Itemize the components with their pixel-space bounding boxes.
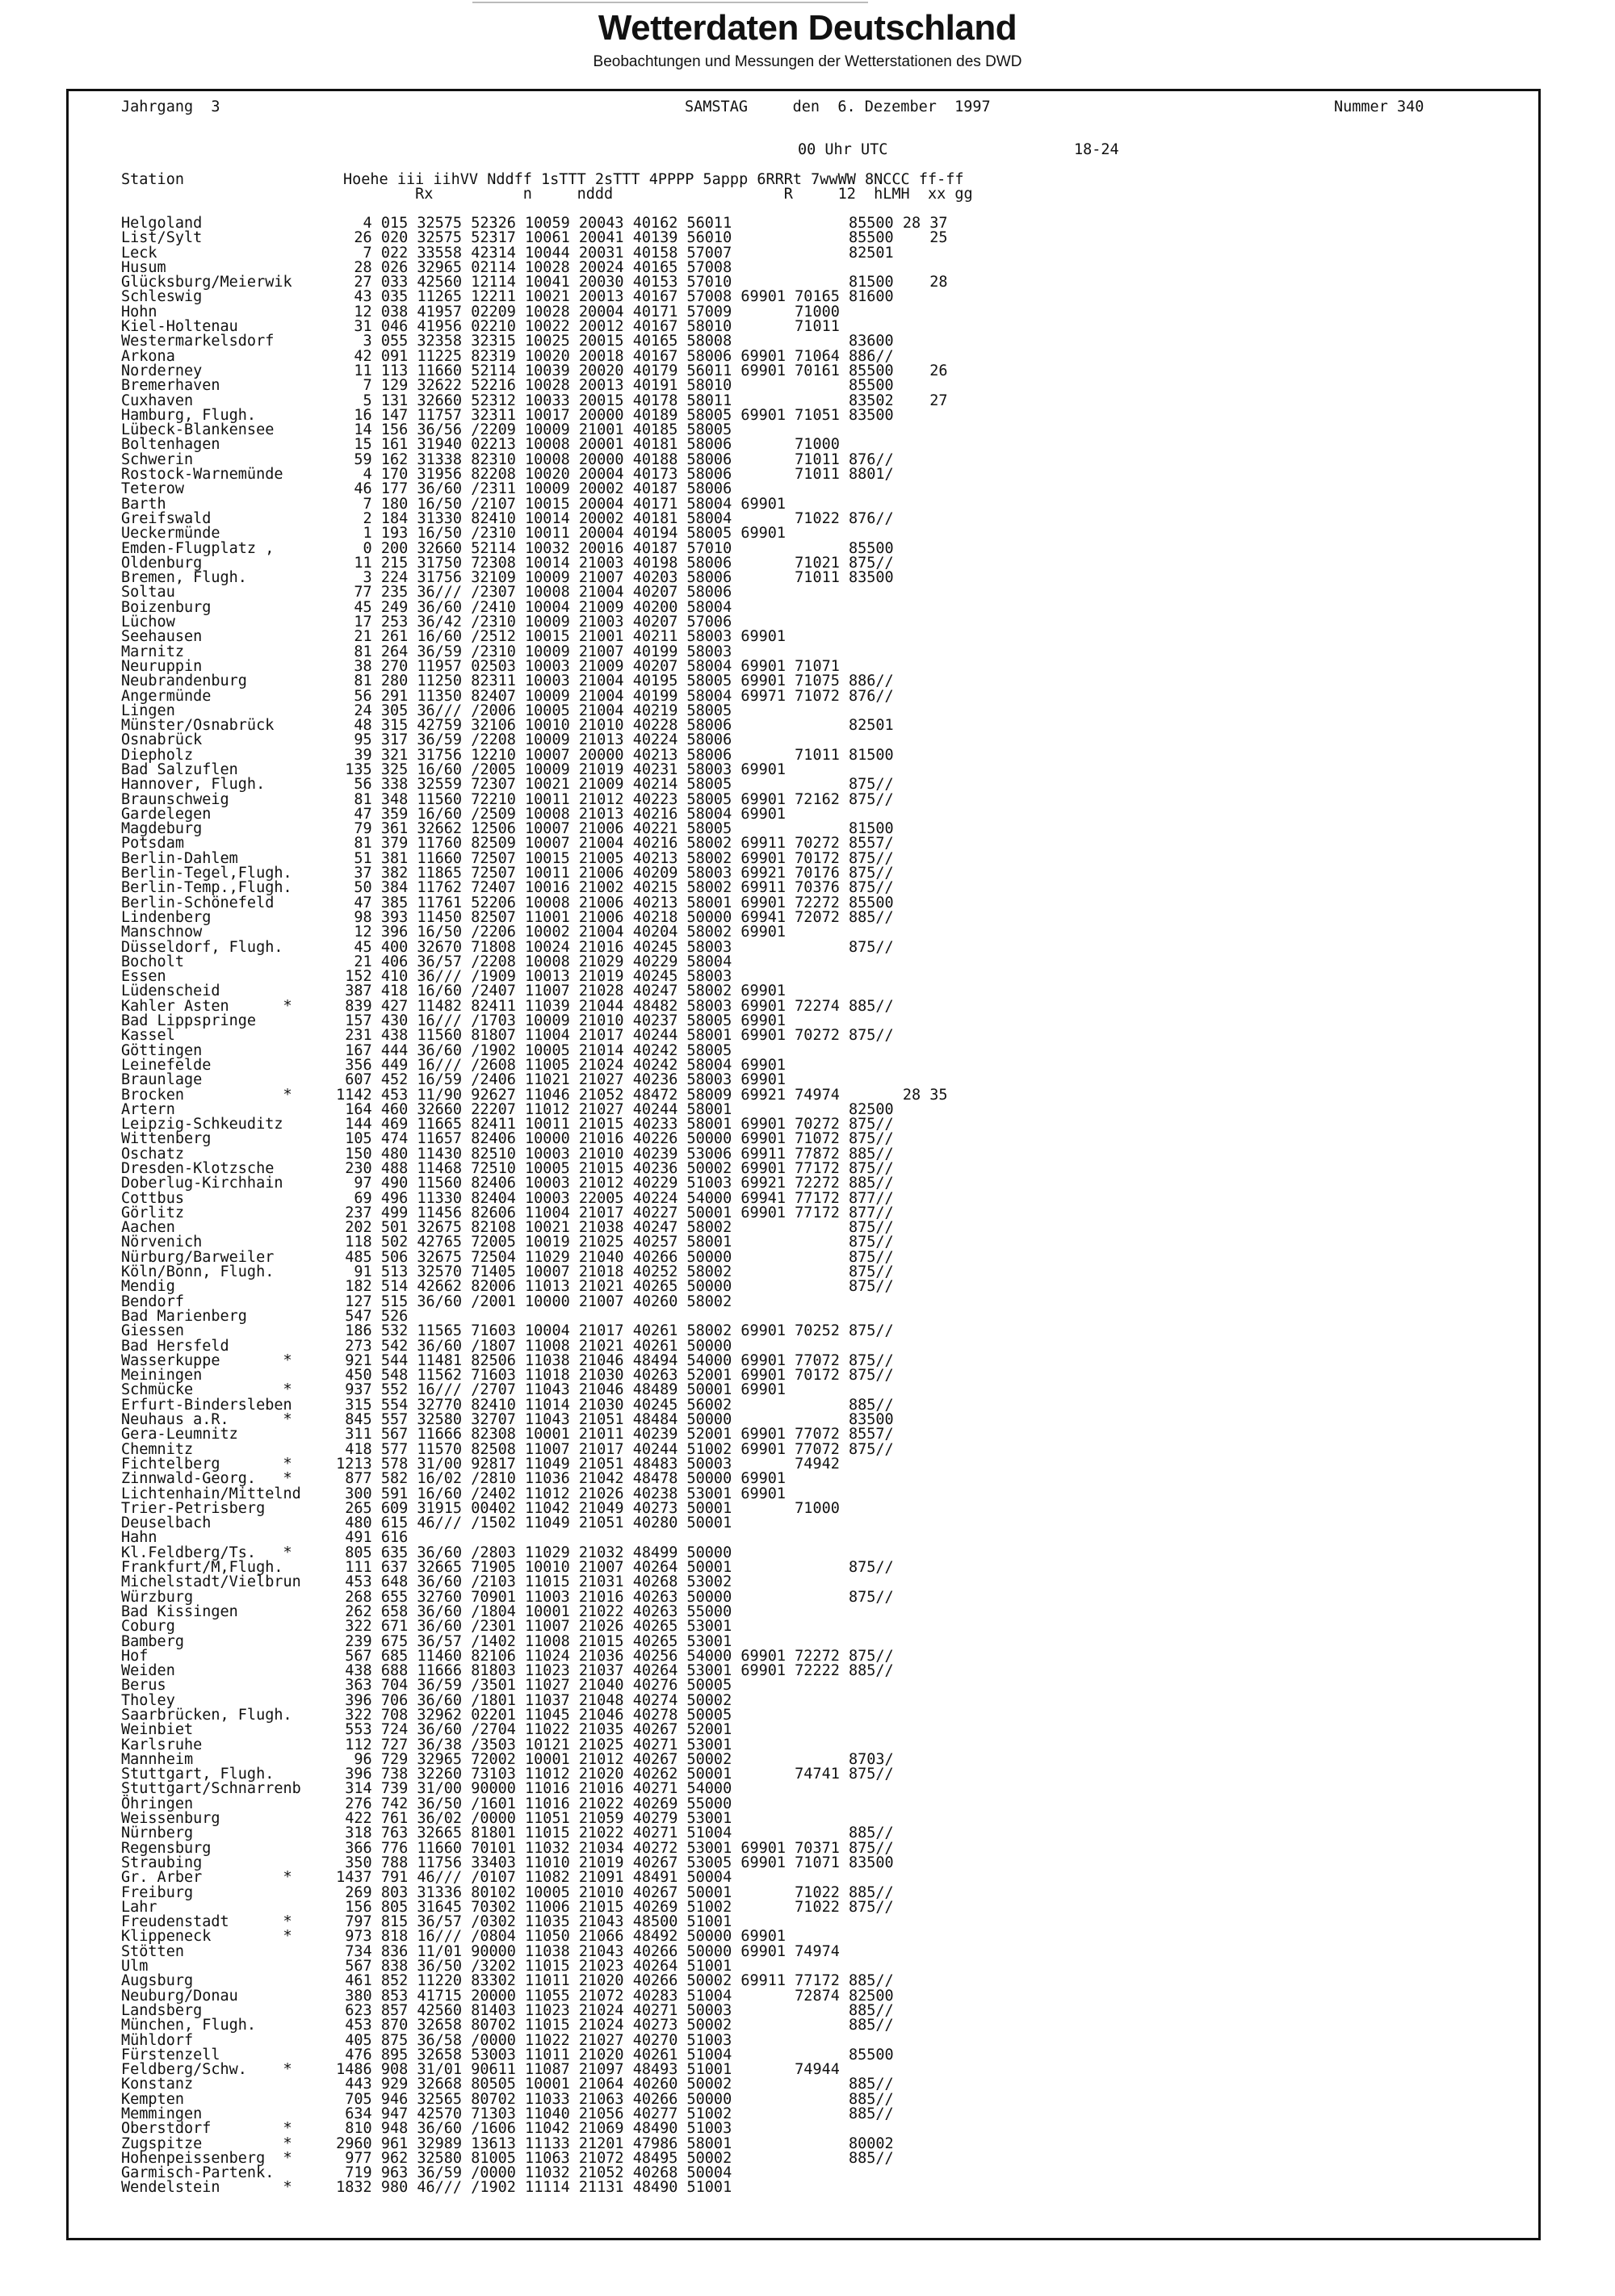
station-name: Trier-Petrisberg [121,1499,266,1517]
station-name: Mühldorf [121,2031,194,2049]
station-observation-codes: 81 264 36/59 /2310 10009 21007 40199 58003 [327,643,732,660]
station-observation-codes: 79 361 32662 12506 10007 21006 40221 58005 81500 [327,820,894,838]
station-name: Bad Salzuflen [121,760,238,778]
station-name: Augsburg [121,1972,194,1990]
station-name: Aachen [121,1219,175,1237]
station-observation-codes: 96 729 32965 72002 10001 21012 40267 50002 8703/ [327,1750,894,1768]
station-name: Giessen [121,1322,184,1340]
station-name: Zinnwald-Georg. * [121,1470,292,1488]
station-observation-codes: 237 499 11456 82606 11004 21017 40227 50001 69901 77172 877// [327,1204,894,1221]
station-name: Hannover, Flugh. [121,776,266,794]
station-observation-codes: 705 946 32565 80702 11033 21063 40266 50000 885// [327,2090,894,2108]
station-name: Neuhaus a.R. * [121,1411,292,1429]
station-observation-codes: 315 554 32770 82410 11014 21030 40245 56002 885// [327,1396,894,1414]
station-name: Gera-Leumnitz [121,1426,238,1443]
station-name: Görlitz [121,1204,184,1221]
station-name: Düsseldorf, Flugh. [121,938,283,956]
station-name: Schmücke * [121,1381,292,1399]
station-observation-codes: 937 552 16/// /2707 11043 21046 48489 50001 69901 [327,1381,787,1399]
station-name: Teterow [121,480,184,498]
station-observation-codes: 98 393 11450 82507 11001 21006 40218 50000 69941 72072 885// [327,908,894,926]
station-name: Neuburg/Donau [121,1987,238,2005]
station-name: Leck [121,244,157,262]
station-name: Nürburg/Barweiler [121,1248,275,1266]
station-name: Bad Lippspringe [121,1012,257,1030]
station-observation-codes: 1 193 16/50 /2310 10011 20004 40194 58005 69901 [327,525,787,543]
station-observation-codes: 11 113 11660 52114 10039 20020 40179 56011 69901 70161 85500 26 [327,362,948,379]
station-name: Lichtenhain/Mittelnd [121,1485,301,1502]
column-header-codes: Hoehe iii iihVV Nddff 1sTTT 2sTTT 4PPPP 5appp 6RRRt 7wwWW 8NCCC ff-ff [343,171,964,188]
station-name: Weiden [121,1662,175,1680]
station-name: Ueckermünde [121,525,220,543]
station-observation-codes: 461 852 11220 83302 11011 21020 40266 50002 69911 77172 885// [327,1972,894,1990]
station-observation-codes: 59 162 31338 82310 10008 20000 40188 58006 71011 876// [327,450,894,468]
station-name: Bremerhaven [121,377,220,395]
station-name: Neuruppin [121,657,203,675]
station-name: Hohenpeissenberg * [121,2149,292,2167]
station-observation-codes: 15 161 31940 02213 10008 20001 40181 58006 71000 [327,436,840,454]
top-rule [472,2,868,3]
station-observation-codes: 567 838 36/50 /3202 11015 21023 40264 51001 [327,1958,732,1975]
station-name: Coburg [121,1618,175,1636]
station-name: Brocken * [121,1086,292,1104]
station-observation-codes: 2960 961 32989 13613 11133 21201 47986 58001 80002 [327,2135,894,2152]
station-observation-codes: 105 474 11657 82406 10000 21016 40226 50000 69901 71072 875// [327,1130,894,1148]
station-name: Schleswig [121,288,203,306]
station-name: Landsberg [121,2001,203,2019]
station-observation-codes: 4 170 31956 82208 10020 20004 40173 58006 71011 8801/ [327,466,894,484]
station-observation-codes: 805 635 36/60 /2803 11029 21032 48499 50000 [327,1544,732,1561]
station-name: Berus [121,1677,166,1695]
station-name: Kahler Asten * [121,997,292,1015]
station-observation-codes: 1486 908 31/01 90611 11087 21097 48493 51001 74944 [327,2061,840,2079]
station-observation-codes: 314 739 31/00 90000 11016 21016 40271 54000 [327,1780,732,1798]
time-label: 00 Uhr UTC [798,141,888,158]
station-name: Bendorf [121,1293,184,1310]
station-observation-codes: 396 738 32260 73103 11012 21020 40262 50001 74741 875// [327,1766,894,1783]
station-observation-codes: 476 895 32658 53003 11011 21020 40261 51004 85500 [327,2046,894,2063]
station-observation-codes: 387 418 16/60 /2407 11007 21028 40247 58002 69901 [327,983,787,1000]
station-name: Freiburg [121,1883,194,1901]
station-observation-codes: 127 515 36/60 /2001 10000 21007 40260 58002 [327,1293,732,1310]
station-name: Magdeburg [121,820,203,838]
station-observation-codes: 450 548 11562 71603 11018 21030 40263 52001 69901 70172 875// [327,1367,894,1385]
station-name: Cuxhaven [121,392,194,409]
station-observation-codes: 21 261 16/60 /2512 10015 21001 40211 58003 69901 [327,628,787,646]
station-observation-codes: 567 685 11460 82106 11024 21036 40256 54000 69901 72272 875// [327,1647,894,1665]
station-observation-codes: 734 836 11/01 90000 11038 21043 40266 50000 69901 74974 [327,1942,840,1960]
station-observation-codes: 977 962 32580 81005 11063 21072 48495 50002 885// [327,2149,894,2167]
station-name: Freudenstadt * [121,1913,292,1931]
station-observation-codes: 491 616 [327,1529,409,1547]
station-name: Bamberg [121,1632,184,1650]
station-observation-codes: 182 514 42662 82006 11013 21021 40265 50000 875// [327,1278,894,1296]
station-observation-codes: 547 526 [327,1307,409,1325]
station-name: Husum [121,258,166,276]
station-name: Klippeneck * [121,1928,292,1946]
station-name: Meiningen [121,1367,203,1385]
station-name: Göttingen [121,1041,203,1059]
station-name: Lahr [121,1898,157,1916]
station-observation-codes: 7 129 32622 52216 10028 20013 40191 58010 85500 [327,377,894,395]
station-observation-codes: 47 359 16/60 /2509 10008 21013 40216 58004 69901 [327,805,787,823]
station-observation-codes: 31 046 41956 02210 10022 20012 40167 58010 71011 [327,318,840,336]
station-name: Nürnberg [121,1825,194,1842]
station-observation-codes: 231 438 11560 81807 11004 21017 40244 58001 69901 70272 875// [327,1027,894,1045]
column-header-station: Station [121,171,184,188]
station-name: Oberstdorf * [121,2120,292,2138]
station-observation-codes: 356 449 16/// /2608 11005 21024 40242 58004 69901 [327,1056,787,1074]
station-observation-codes: 97 490 11560 82406 10003 21012 40229 51003 69921 72272 885// [327,1175,894,1192]
station-name: Fürstenzell [121,2046,220,2063]
station-name: Feldberg/Schw. * [121,2061,292,2079]
station-observation-codes: 21 406 36/57 /2208 10008 21029 40229 58004 [327,953,732,970]
station-observation-codes: 27 033 42560 12114 10041 20030 40153 57010 81500 28 [327,274,948,291]
station-observation-codes: 634 947 42570 71303 11040 21056 40277 51002 885// [327,2105,894,2122]
issue-date: SAMSTAG den 6. Dezember 1997 [685,98,991,115]
station-name: Gardelegen [121,805,212,823]
station-observation-codes: 77 235 36/// /2307 10008 21004 40207 58006 [327,584,732,601]
station-observation-codes: 157 430 16/// /1703 10009 21010 40237 58005 69901 [327,1012,787,1030]
station-name: Neubrandenburg [121,672,247,690]
station-name: Michelstadt/Vielbrun [121,1573,301,1591]
station-name: Hahn [121,1529,157,1547]
station-name: Deuselbach [121,1515,212,1532]
station-observation-codes: 1832 980 46/// /1902 11114 21131 48490 51001 [327,2179,732,2197]
station-observation-codes: 45 400 32670 71808 10024 21016 40245 58003 875// [327,938,894,956]
station-name: Nörvenich [121,1234,203,1251]
station-name: Wasserkuppe * [121,1351,292,1369]
period-label: 18-24 [1074,141,1119,158]
station-observation-codes: 150 480 11430 82510 10003 21010 40239 53006 69911 77872 885// [327,1145,894,1163]
station-name: Angermünde [121,687,212,705]
station-observation-codes: 623 857 42560 81403 11023 21024 40271 50003 885// [327,2001,894,2019]
station-name: Stuttgart/Schnarrenb [121,1780,301,1798]
station-name: Hof [121,1647,149,1665]
station-observation-codes: 276 742 36/50 /1601 11016 21022 40269 55000 [327,1795,732,1812]
station-name: Berlin-Temp.,Flugh. [121,879,292,897]
station-name: Stuttgart, Flugh. [121,1766,275,1783]
station-observation-codes: 28 026 32965 02114 10028 20024 40165 57008 [327,258,732,276]
station-name: Würzburg [121,1588,194,1606]
station-name: Boizenburg [121,598,212,616]
station-observation-codes: 17 253 36/42 /2310 10009 21003 40207 57006 [327,614,732,631]
station-observation-codes: 118 502 42765 72005 10019 21025 40257 58001 875// [327,1234,894,1251]
station-name: Greifswald [121,509,212,527]
station-name: Lingen [121,702,175,719]
station-observation-codes: 135 325 16/60 /2005 10009 21019 40231 58003 69901 [327,760,787,778]
station-observation-codes: 81 348 11560 72210 10011 21012 40223 58005 69901 72162 875// [327,790,894,808]
station-name: Braunschweig [121,790,229,808]
station-observation-codes: 12 038 41957 02209 10028 20004 40171 57009 71000 [327,303,840,321]
station-observation-codes: 322 708 32962 02201 11045 21046 40278 50005 [327,1706,732,1724]
station-observation-codes: 396 706 36/60 /1801 11037 21048 40274 50002 [327,1691,732,1709]
station-name: Seehausen [121,628,203,646]
station-name: Mendig [121,1278,175,1296]
station-name: Lindenberg [121,908,212,926]
station-observation-codes: 719 963 36/59 /0000 11032 21052 40268 50004 [327,2164,732,2182]
station-name: Artern [121,1100,175,1118]
station-observation-codes: 443 929 32668 80505 10001 21064 40260 50002 885// [327,2076,894,2093]
station-name: Hohn [121,303,157,321]
station-name: Glücksburg/Meierwik [121,274,292,291]
station-name: Oldenburg [121,554,203,572]
issue-number: Nummer 340 [1334,98,1424,115]
station-name: Fichtelberg * [121,1455,292,1473]
station-observation-codes: 47 385 11761 52206 10008 21006 40213 58001 69901 72272 85500 [327,894,894,911]
station-observation-codes: 144 469 11665 82411 10011 21015 40233 58001 69901 70272 875// [327,1116,894,1133]
station-name: List/Sylt [121,229,203,247]
station-name: Lüchow [121,614,175,631]
station-name: Wittenberg [121,1130,212,1148]
station-observation-codes: 810 948 36/60 /1606 11042 21069 48490 51003 [327,2120,732,2138]
station-name: Hamburg, Flugh. [121,406,257,424]
station-observation-codes: 418 577 11570 82508 11007 21017 40244 51002 69901 77072 875// [327,1440,894,1458]
station-name: Ulm [121,1958,149,1975]
station-name: München, Flugh. [121,2017,257,2034]
station-name: Rostock-Warnemünde [121,466,283,484]
station-name: Garmisch-Partenk. [121,2164,275,2182]
station-name: Schwerin [121,450,194,468]
station-name: Memmingen [121,2105,203,2122]
station-observation-codes: 164 460 32660 22207 11012 21027 40244 58001 82500 [327,1100,894,1118]
station-name: Bad Kissingen [121,1603,238,1620]
station-observation-codes: 322 671 36/60 /2301 11007 21026 40265 53001 [327,1618,732,1636]
station-name: Regensburg [121,1839,212,1857]
station-observation-codes: 16 147 11757 32311 10017 20000 40189 58005 69901 71051 83500 [327,406,894,424]
station-name: Öhringen [121,1795,194,1812]
station-name: Gr. Arber * [121,1869,292,1887]
station-name: Bad Marienberg [121,1307,247,1325]
station-observation-codes: 405 875 36/58 /0000 11022 21027 40270 51003 [327,2031,732,2049]
station-observation-codes: 39 321 31756 12210 10007 20000 40213 58006 71011 81500 [327,746,894,764]
station-name: Doberlug-Kirchhain [121,1175,283,1192]
station-observation-codes: 1437 791 46/// /0107 11082 21091 48491 50004 [327,1869,732,1887]
station-observation-codes: 46 177 36/60 /2311 10009 20002 40187 58006 [327,480,732,498]
station-name: Saarbrücken, Flugh. [121,1706,292,1724]
station-name: Bocholt [121,953,184,970]
station-name: Berlin-Schönefeld [121,894,275,911]
station-name: Chemnitz [121,1440,194,1458]
station-name: Mannheim [121,1750,194,1768]
station-observation-codes: 7 180 16/50 /2107 10015 20004 40171 58004 69901 [327,495,787,513]
station-observation-codes: 7 022 33558 42314 10044 20031 40158 57007 82501 [327,244,894,262]
station-observation-codes: 265 609 31915 00402 11042 21049 40273 50001 71000 [327,1499,840,1517]
station-observation-codes: 877 582 16/02 /2810 11036 21042 48478 50000 69901 [327,1470,787,1488]
station-name: Soltau [121,584,175,601]
station-observation-codes: 380 853 41715 20000 11055 21072 40283 51004 72874 82500 [327,1987,894,2005]
station-observation-codes: 51 381 11660 72507 10015 21005 40213 58002 69901 70172 875// [327,849,894,867]
station-observation-codes: 230 488 11468 72510 10005 21015 40236 50002 69901 77172 875// [327,1160,894,1177]
station-observation-codes: 366 776 11660 70101 11032 21034 40272 53001 69901 70371 875// [327,1839,894,1857]
station-observation-codes: 48 315 42759 32106 10010 21010 40228 58006 82501 [327,717,894,735]
station-observation-codes: 50 384 11762 72407 10016 21002 40215 58002 69911 70376 875// [327,879,894,897]
column-header-codes-sub: Rx n nddd R 12 hLMH xx gg [343,186,973,203]
station-observation-codes: 156 805 31645 70302 11006 21015 40269 51002 71022 875// [327,1898,894,1916]
station-observation-codes: 3 055 32358 32315 10025 20015 40165 58008 83600 [327,333,894,350]
station-observation-codes: 45 249 36/60 /2410 10004 21009 40200 58004 [327,598,732,616]
station-observation-codes: 607 452 16/59 /2406 11021 21027 40236 58003 69901 [327,1071,787,1089]
station-observation-codes: 202 501 32675 82108 10021 21038 40247 58002 875// [327,1219,894,1237]
station-name: Emden-Flugplatz , [121,539,275,557]
station-observation-codes: 91 513 32570 71405 10007 21018 40252 58002 875// [327,1263,894,1281]
station-observation-codes: 269 803 31336 80102 10005 21010 40267 50001 71022 885// [327,1883,894,1901]
station-name: Braunlage [121,1071,203,1089]
station-name: Weissenburg [121,1810,220,1828]
station-observation-codes: 318 763 32665 81801 11015 21022 40271 51004 885// [327,1825,894,1842]
station-name: Arkona [121,347,175,365]
station-name: Marnitz [121,643,184,660]
station-observation-codes: 921 544 11481 82506 11038 21046 48494 54000 69901 77072 875// [327,1351,894,1369]
station-observation-codes: 186 532 11565 71603 10004 21017 40261 58002 69901 70252 875// [327,1322,894,1340]
station-name: Berlin-Tegel,Flugh. [121,865,292,882]
station-observation-codes: 43 035 11265 12211 10021 20013 40167 57008 69901 70165 81600 [327,288,894,306]
station-name: Osnabrück [121,731,203,749]
station-observation-codes: 11 215 31750 72308 10014 21003 40198 58006 71021 875// [327,554,894,572]
station-name: Lüdenscheid [121,983,220,1000]
station-name: Kempten [121,2090,184,2108]
station-observation-codes: 311 567 11666 82308 10001 21011 40239 52001 69901 77072 8557/ [327,1426,894,1443]
station-observation-codes: 350 788 11756 33403 11010 21019 40267 53005 69901 71071 83500 [327,1854,894,1871]
station-observation-codes: 273 542 36/60 /1807 11008 21021 40261 50000 [327,1337,732,1355]
station-name: Köln/Bonn, Flugh. [121,1263,275,1281]
station-observation-codes: 453 648 36/60 /2103 11015 21031 40268 53002 [327,1573,732,1591]
station-observation-codes: 14 156 36/56 /2209 10009 21001 40185 58005 [327,421,732,439]
station-observation-codes: 95 317 36/59 /2208 10009 21013 40224 58006 [327,731,732,749]
station-observation-codes: 239 675 36/57 /1402 11008 21015 40265 53001 [327,1632,732,1650]
station-observation-codes: 973 818 16/// /0804 11050 21066 48492 50000 69901 [327,1928,787,1946]
station-observation-codes: 56 291 11350 82407 10009 21004 40199 58004 69971 71072 876// [327,687,894,705]
station-observation-codes: 24 305 36/// /2006 10005 21004 40219 58005 [327,702,732,719]
station-observation-codes: 480 615 46/// /1502 11049 21051 40280 50001 [327,1515,732,1532]
station-name: Dresden-Klotzsche [121,1160,275,1177]
station-name: Westermarkelsdorf [121,333,275,350]
station-observation-codes: 81 379 11760 82509 10007 21004 40216 58002 69911 70272 8557/ [327,835,894,853]
station-name: Berlin-Dahlem [121,849,238,867]
station-name: Erfurt-Bindersleben [121,1396,292,1414]
station-observation-codes: 42 091 11225 82319 10020 20018 40167 58006 69901 71064 886// [327,347,894,365]
station-name: Leipzig-Schkeuditz [121,1116,283,1133]
station-name: Weinbiet [121,1721,194,1739]
station-name: Tholey [121,1691,175,1709]
station-observation-codes: 453 870 32658 80702 11015 21024 40273 50002 885// [327,2017,894,2034]
station-observation-codes: 268 655 32760 70901 11003 21016 40263 50000 875// [327,1588,894,1606]
station-observation-codes: 438 688 11666 81803 11023 21037 40264 53001 69901 72222 885// [327,1662,894,1680]
issue-year: Jahrgang 3 [121,98,220,115]
station-observation-codes: 81 280 11250 82311 10003 21004 40195 58005 69901 71075 886// [327,672,894,690]
station-observation-codes: 167 444 36/60 /1902 10005 21014 40242 58005 [327,1041,732,1059]
station-name: Potsdam [121,835,184,853]
station-observation-codes: 56 338 32559 72307 10021 21009 40214 58005 875// [327,776,894,794]
station-observation-codes: 1213 578 31/00 92817 11049 21051 48483 50003 74942 [327,1455,840,1473]
station-name: Wendelstein * [121,2179,292,2197]
station-name: Straubing [121,1854,203,1871]
station-name: Essen [121,968,166,986]
station-observation-codes: 69 496 11330 82404 10003 22005 40224 54000 69941 77172 877// [327,1189,894,1207]
station-observation-codes: 26 020 32575 52317 10061 20041 40139 56010 85500 25 [327,229,948,247]
station-name: Frankfurt/M,Flugh. [121,1559,283,1577]
station-observation-codes: 845 557 32580 32707 11043 21051 48484 50000 83500 [327,1411,894,1429]
station-observation-codes: 5 131 32660 52312 10033 20015 40178 58011 83502 27 [327,392,948,409]
station-name: Helgoland [121,215,203,232]
station-name: Boltenhagen [121,436,220,454]
station-name: Kiel-Holtenau [121,318,238,336]
station-observation-codes: 12 396 16/50 /2206 10002 21004 40204 58002 69901 [327,924,787,941]
station-name: Bad Hersfeld [121,1337,229,1355]
station-observation-codes: 839 427 11482 82411 11039 21044 48482 58003 69901 72274 885// [327,997,894,1015]
station-name: Konstanz [121,2076,194,2093]
station-observation-codes: 0 200 32660 52114 10032 20016 40187 57010 85500 [327,539,894,557]
station-observation-codes: 4 015 32575 52326 10059 20043 40162 56011 85500 28 37 [327,215,948,232]
masthead-subtitle: Beobachtungen und Messungen der Wetterstationen des DWD [593,53,1022,70]
station-observation-codes: 553 724 36/60 /2704 11022 21035 40267 52001 [327,1721,732,1739]
station-name: Kl.Feldberg/Ts. * [121,1544,292,1561]
station-name: Bremen, Flugh. [121,569,247,587]
station-observation-codes: 152 410 36/// /1909 10013 21019 40245 58003 [327,968,732,986]
station-observation-codes: 300 591 16/60 /2402 11012 21026 40238 53001 69901 [327,1485,787,1502]
station-observation-codes: 363 704 36/59 /3501 11027 21040 40276 50005 [327,1677,732,1695]
station-observation-codes: 3 224 31756 32109 10009 21007 40203 58006 71011 83500 [327,569,894,587]
station-observation-codes: 38 270 11957 02503 10003 21009 40207 58004 69901 71071 [327,657,840,675]
masthead-title: Wetterdaten Deutschland [598,8,1017,48]
station-name: Manschnow [121,924,203,941]
station-observation-codes: 262 658 36/60 /1804 10001 21022 40263 55000 [327,1603,732,1620]
station-name: Norderney [121,362,203,379]
station-name: Oschatz [121,1145,184,1163]
station-name: Leinefelde [121,1056,212,1074]
station-name: Cottbus [121,1189,184,1207]
station-observation-codes: 37 382 11865 72507 10011 21006 40209 58003 69921 70176 875// [327,865,894,882]
station-name: Lübeck-Blankensee [121,421,275,439]
station-name: Münster/Osnabrück [121,717,275,735]
station-name: Stötten [121,1942,184,1960]
station-name: Barth [121,495,166,513]
station-observation-codes: 422 761 36/02 /0000 11051 21059 40279 53001 [327,1810,732,1828]
station-observation-codes: 1142 453 11/90 92627 11046 21052 48472 58009 69921 74974 28 35 [327,1086,948,1104]
station-observation-codes: 112 727 36/38 /3503 10121 21025 40271 53001 [327,1736,732,1753]
station-name: Karlsruhe [121,1736,203,1753]
station-name: Diepholz [121,746,194,764]
station-observation-codes: 797 815 36/57 /0302 11035 21043 48500 51001 [327,1913,732,1931]
station-name: Zugspitze * [121,2135,292,2152]
station-observation-codes: 2 184 31330 82410 10014 20002 40181 58004 71022 876// [327,509,894,527]
station-observation-codes: 485 506 32675 72504 11029 21040 40266 50000 875// [327,1248,894,1266]
station-name: Kassel [121,1027,175,1045]
station-observation-codes: 111 637 32665 71905 10010 21007 40264 50001 875// [327,1559,894,1577]
